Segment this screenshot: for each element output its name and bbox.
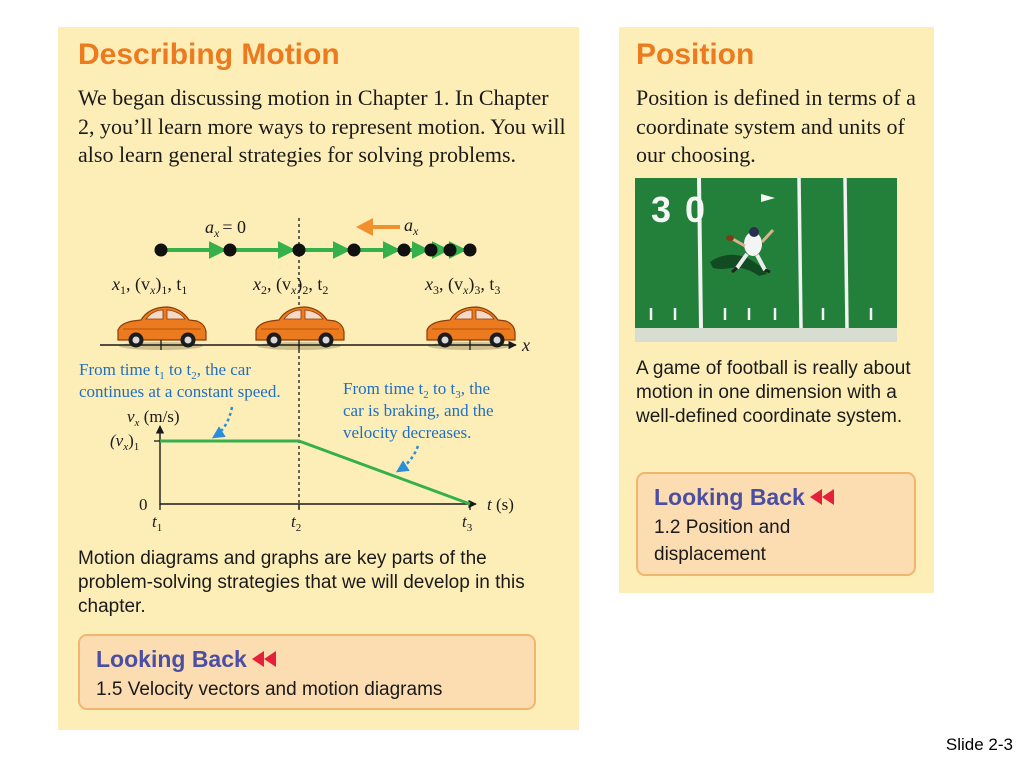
position-axis-label: x [522,335,530,355]
position-dot [398,244,411,257]
position-dot [293,244,306,257]
car-position-3 [427,307,515,350]
velocity-graph-line [160,441,470,504]
position-caption: A game of football is really about motion in one dimension with a well-defined coordinate system. [636,358,911,427]
looking-back-text: 1.2 Position and displacement [654,517,791,565]
describing-motion-title: Describing Motion [78,38,340,71]
looking-back-title: Looking Back [96,646,277,673]
double-arrow-left-icon [809,488,835,506]
annotation-arrow [398,446,418,471]
graph-t1-label: $t_1$ [152,512,163,534]
position-label-2: $x_2$, $(v_x)_2$, $t_2$ [253,274,329,297]
position-dot [444,244,457,257]
position-dot [224,244,237,257]
describing-motion-intro: We began discussing motion in Chapter 1. In Chapter 2, you’ll learn more ways to represent motion. You will also learn general strategies for solving problems. [78,85,566,167]
accel-label: $a_x$ [404,215,419,238]
slide-number: Slide 2-3 [945,735,1013,754]
annotation-constant-speed-line2: continues at a constant speed. [79,382,281,401]
position-dot [425,244,438,257]
annotation-arrow [214,407,232,437]
annotation-constant-speed: From time $t_1$ to $t_2$, the car [79,360,252,382]
position-dot [155,244,168,257]
graph-t2-label: $t_2$ [291,512,302,534]
annotation-braking: From time $t_2$ to $t_3$, the [343,379,491,401]
motion-diagram [155,244,477,257]
accel-arrow-head [356,218,373,236]
graph-zero-tick-label: 0 [139,495,148,514]
looking-back-box-right [636,472,916,576]
position-label-1: $x_1$, $(v_x)_1$, $t_1$ [112,274,188,297]
yard-number: 30 [651,189,720,230]
graph-v1-tick-label: $(v_x)_1$ [110,431,140,453]
graph-y-axis-label: $v_x$ (m/s) [127,407,180,429]
double-arrow-left-icon [251,650,277,668]
accel-zero-label: $a_x = 0$ [205,217,246,240]
looking-back-title: Looking Back [654,484,835,511]
football-field-photo [635,178,897,342]
describing-motion-summary: Motion diagrams and graphs are key parts of the problem-solving strategies that we will develop in this chapter. [78,548,525,617]
position-title: Position [636,38,755,71]
graph-t-axis-label: t (s) [487,495,514,514]
position-intro: Position is defined in terms of a coordinate system and units of our choosing. [636,85,916,167]
position-label-3: $x_3$, $(v_x)_3$, $t_3$ [425,274,501,297]
position-dot [348,244,361,257]
looking-back-box-left [78,634,536,710]
car-position-1 [118,307,206,350]
position-dot [464,244,477,257]
car-position-2 [256,307,344,350]
graph-t3-label: $t_3$ [462,512,473,534]
looking-back-text: 1.5 Velocity vectors and motion diagrams [96,679,443,700]
annotation-braking-line2: car is braking, and the [343,401,494,420]
annotation-braking-line3: velocity decreases. [343,423,472,442]
